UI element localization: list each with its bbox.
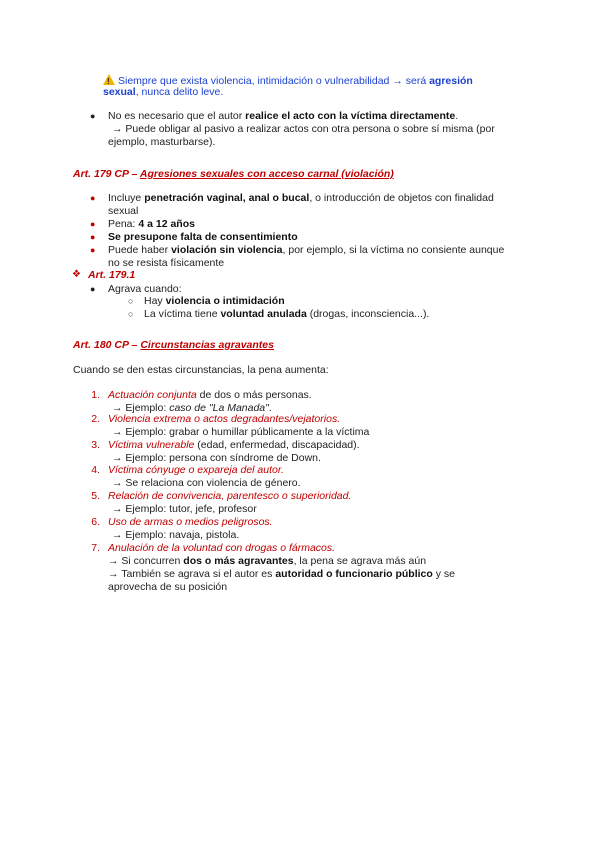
warning-icon [103,74,115,85]
warning-bold-term-2: sexual [103,86,136,98]
warning-line-2 [103,86,223,99]
circle-bullet: ○ [128,296,134,306]
ex1-italic: caso de "La Manada" [169,402,269,414]
art179-bullet-4-line2: no se resista físicamente [108,257,225,269]
art180-heading-a: Art. 180 CP – [73,339,141,351]
item-black: (edad, enfermedad, discapacidad). [194,439,360,451]
b1-text: Incluye [108,192,145,204]
sub2-text: La víctima tiene [144,308,221,320]
sub1-bold: violencia o intimidación [165,295,285,307]
ex9-text-2: y se [432,568,455,580]
bullet-dot: ● [90,111,96,121]
b4-bold: violación sin violencia [171,244,283,256]
list-number: 3. [91,439,100,451]
intro-text: No es necesario que el autor [108,110,246,122]
art179-heading [73,168,394,181]
art180-intro: Cuando se den estas circunstancias, la pena aumenta: [73,364,329,376]
example-line [108,568,455,581]
b2-text: Pena: [108,218,139,230]
b2-bold: 4 a 12 años [138,218,195,230]
art180-heading-b: Circunstancias agravantes [140,339,274,351]
art179-bullet-1 [108,192,494,205]
list-item: Relación de convivencia, parentesco o superioridad. [108,490,352,502]
ex9-bold: autoridad o funcionario público [275,568,433,580]
item-black: de dos o más personas. [196,389,312,401]
b4-text: Puede haber [108,244,172,256]
art1791-heading: Art. 179.1 [88,269,136,281]
ex8-bold: dos o más agravantes [183,555,294,567]
art1791-sub-2 [144,308,429,321]
bullet-dot: ● [90,193,96,203]
warning-text-2: , nunca delito leve. [135,86,224,98]
sub2-text-2: (drogas, inconsciencia...). [306,308,430,320]
art179-bullet-3 [108,231,298,244]
art179-bullet-2 [108,218,195,231]
intro-bullet [108,110,458,123]
warning-text: Siempre que exista violencia, intimidación o vulnerabilidad → será [118,75,430,87]
example-line: → Ejemplo: tutor, jefe, profesor [112,503,257,515]
example-line [108,555,426,568]
art180-heading [73,339,274,352]
list-number: 6. [91,516,100,528]
sub2-bold: voluntad anulada [220,308,307,320]
ex1-end: . [268,402,272,414]
list-item: Uso de armas o medios peligrosos. [108,516,273,528]
item-red: Víctima vulnerable [108,439,195,451]
art1791-sub-1 [144,295,285,308]
example-line: → Se relaciona con violencia de género. [112,477,301,489]
example-line: → Ejemplo: persona con síndrome de Down. [112,452,321,464]
list-item [108,439,360,452]
b3-bold: Se presupone falta de consentimiento [108,231,298,243]
list-number: 7. [91,542,100,554]
art179-bullet-1-line2: sexual [108,205,139,217]
example-line: → Ejemplo: grabar o humillar públicamente a la víctima [112,426,370,438]
art179-heading-a: Art. 179 CP – [73,168,140,180]
item-red: Actuación conjunta [108,389,197,401]
ex8-text: → Si concurren [108,555,184,567]
intro-sub-2: ejemplo, masturbarse). [108,136,216,148]
list-number: 4. [91,464,100,476]
ex9-text: → También se agrava si el autor es [108,568,276,580]
list-number: 5. [91,490,100,502]
ex1-text: → Ejemplo: [112,402,170,414]
list-item: Víctima cónyuge o expareja del autor. [108,464,284,476]
list-item [108,389,312,402]
b1-text-2: , o introducción de objetos con finalidad [309,192,494,204]
art1791-bullet: Agrava cuando: [108,283,182,295]
b1-bold: penetración vaginal, anal o bucal [144,192,310,204]
list-number: 2. [91,413,100,425]
bullet-dot: ● [90,219,96,229]
warning-bold-term: agresión [429,75,473,87]
art179-bullet-4 [108,244,504,257]
example-line: aprovecha de su posición [108,581,228,593]
art179-heading-b: Agresiones sexuales con acceso carnal (violación) [139,168,394,180]
list-item: Anulación de la voluntad con drogas o fármacos. [108,542,336,554]
intro-period: . [455,110,459,122]
b4-text-2: , por ejemplo, si la víctima no consiente aunque [282,244,505,256]
example-line: → Ejemplo: navaja, pistola. [112,529,240,541]
bullet-dot: ● [90,232,96,242]
bullet-dot: ● [90,284,96,294]
circle-bullet: ○ [128,309,134,319]
bullet-dot: ● [90,245,96,255]
diamond-bullet-icon: ❖ [72,269,81,280]
sub1-text: Hay [144,295,166,307]
list-item: Violencia extrema o actos degradantes/vejatorios. [108,413,341,425]
intro-sub-1: → Puede obligar al pasivo a realizar actos con otra persona o sobre sí misma (por [112,123,495,135]
ex8-text-2: , la pena se agrava más aún [293,555,427,567]
intro-bold: realice el acto con la víctima directamente [245,110,456,122]
list-number: 1. [91,389,100,401]
